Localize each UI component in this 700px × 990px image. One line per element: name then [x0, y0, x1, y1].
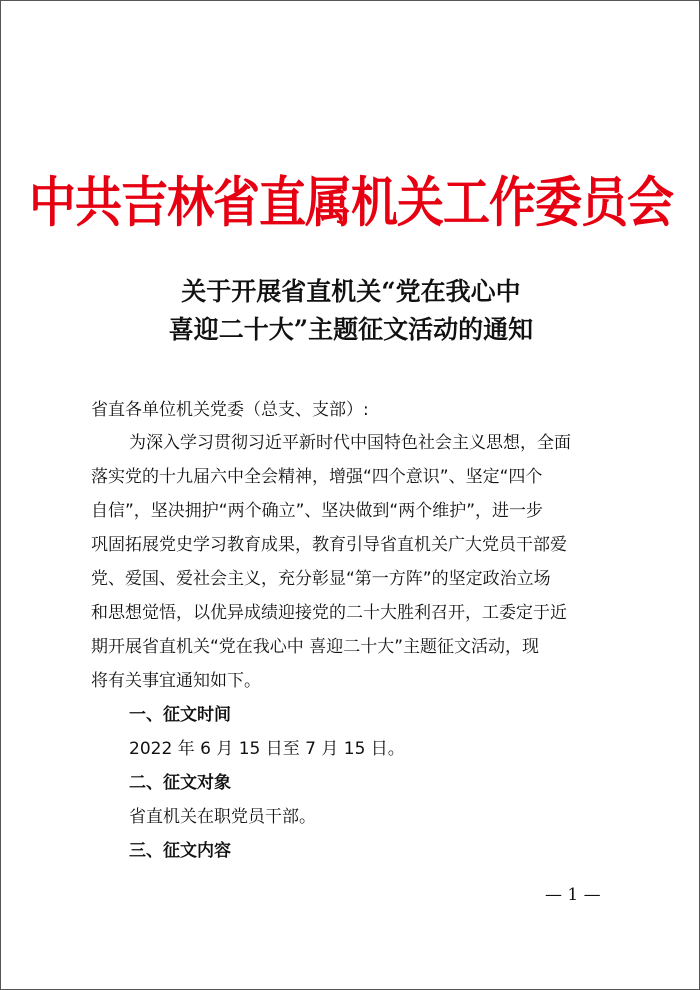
intro-line-5: 党、爱国、爱社会主义，充分彰显“第一方阵”的坚定政治立场 — [91, 569, 551, 589]
section-heading-target: 二、征文对象 — [129, 773, 231, 793]
section-content-target: 省直机关在职党员干部。 — [129, 807, 316, 827]
section-heading-time: 一、征文时间 — [129, 705, 231, 725]
intro-line-4: 巩固拓展党史学习教育成果，教育引导省直机关广大党员干部爱 — [91, 535, 567, 555]
document-title-line-2: 喜迎二十大”主题征文活动的通知 — [168, 315, 534, 344]
section-content-time: 2022 年 6 月 15 日至 7 月 15 日。 — [129, 739, 405, 759]
intro-line-6: 和思想觉悟，以优异成绩迎接党的二十大胜利召开，工委定于近 — [91, 603, 567, 623]
masthead-red-header: 中共吉林省直属机关工作委员会 — [29, 171, 673, 235]
intro-line-3: 自信”，坚决拥护“两个确立”、坚决做到“两个维护”，进一步 — [91, 501, 544, 521]
section-heading-content: 三、征文内容 — [129, 841, 231, 861]
intro-line-2: 落实党的十九届六中全会精神，增强“四个意识”、坚定“四个 — [91, 467, 543, 487]
intro-line-8: 将有关事宜通知如下。 — [91, 671, 261, 691]
intro-line-7: 期开展省直机关“党在我心中 喜迎二十大”主题征文活动，现 — [91, 637, 540, 657]
page-number: — 1 — — [545, 885, 601, 905]
document-title-line-1: 关于开展省直机关“党在我心中 — [181, 277, 521, 306]
salutation: 省直各单位机关党委（总支、支部）: — [91, 400, 369, 420]
intro-line-1: 为深入学习贯彻习近平新时代中国特色社会主义思想，全面 — [129, 433, 571, 453]
